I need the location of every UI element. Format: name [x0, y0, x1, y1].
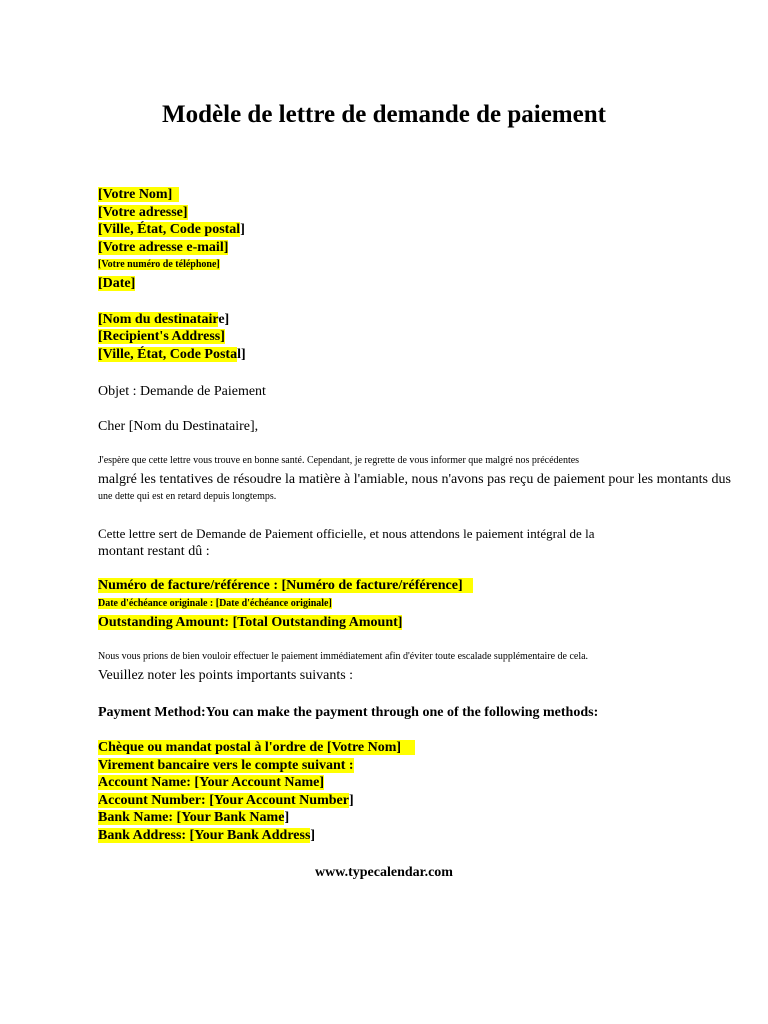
- invoice-due-date-text: Date d'échéance originale : [Date d'échéance originale]: [98, 598, 332, 609]
- letter-date: [98, 275, 135, 293]
- para1-line2: malgré les tentatives de résoudre la matière à l'amiable, nous n'avons pas reçu de paiement pour les montants dus: [98, 472, 731, 487]
- sender-address-text: [Votre adresse]: [98, 205, 188, 220]
- sender-city: [98, 221, 245, 239]
- sender-name: [98, 186, 179, 204]
- para2-line1: Cette lettre sert de Demande de Paiement officielle, et nous attendons le paiement intégral de la: [98, 526, 595, 541]
- para1-line1: J'espère que cette lettre vous trouve en bonne santé. Cependant, je regrette de vous informer que malgré nos précédentes: [98, 455, 580, 466]
- sender-name-text: [Votre Nom]: [98, 187, 173, 202]
- bank-address: [98, 827, 315, 845]
- invoice-number: [98, 577, 473, 595]
- document-title: Modèle de lettre de demande de paiement: [162, 101, 606, 128]
- letter-salutation: Cher [Nom du Destinataire],: [98, 419, 259, 434]
- outstanding-amount-text: Outstanding Amount: [Total Outstanding Amount]: [98, 615, 403, 630]
- account-number-text: Account Number: [Your Account Number: [98, 793, 349, 808]
- bank-address-text: Bank Address: [Your Bank Address: [98, 828, 311, 843]
- method-transfer: [98, 757, 354, 775]
- para2-line2: montant restant dû :: [98, 544, 210, 559]
- sender-email-text: [Votre adresse e-mail]: [98, 240, 229, 255]
- sender-name-pad: [172, 187, 179, 202]
- sender-city-close: ]: [240, 222, 245, 237]
- account-name-text: Account Name: [Your Account Name]: [98, 775, 325, 790]
- para1-line3: une dette qui est en retard depuis longtemps.: [98, 491, 277, 502]
- sender-phone-text: [Votre numéro de téléphone]: [98, 259, 220, 270]
- letter-date-text: [Date]: [98, 276, 136, 291]
- invoice-number-pad: [463, 578, 474, 593]
- method-cheque-text: Chèque ou mandat postal à l'ordre de [Votre Nom]: [98, 740, 402, 755]
- account-number-tail: ]: [348, 793, 354, 808]
- method-cheque-pad: [401, 740, 415, 755]
- method-cheque: [98, 739, 415, 757]
- sender-email: [98, 239, 228, 257]
- bank-name-tail: ]: [284, 810, 290, 825]
- letter-subject: Objet : Demande de Paiement: [98, 384, 266, 399]
- bank-address-tail: ]: [310, 828, 316, 843]
- sender-phone: [98, 258, 220, 271]
- payment-method-heading: Payment Method:You can make the payment through one of the following methods:: [98, 705, 599, 720]
- method-transfer-text: Virement bancaire vers le compte suivant :: [98, 758, 354, 773]
- bank-name: [98, 809, 289, 827]
- recipient-name-text: [Nom du destinatair: [98, 312, 219, 327]
- sender-city-text: [Ville, État, Code postal: [98, 222, 241, 237]
- sender-address: [98, 204, 188, 222]
- recipient-name-tail: e]: [218, 312, 230, 327]
- outstanding-amount: [98, 614, 402, 632]
- para3-line2: Veuillez noter les points importants suivants :: [98, 668, 354, 683]
- invoice-due-date: [98, 597, 332, 610]
- recipient-city: [98, 346, 246, 364]
- account-number: [98, 792, 354, 810]
- footer-website: www.typecalendar.com: [315, 865, 453, 880]
- recipient-city-tail: l]: [237, 347, 246, 362]
- account-name: [98, 774, 324, 792]
- recipient-name: [98, 311, 229, 329]
- recipient-address: [98, 328, 225, 346]
- invoice-number-text: Numéro de facture/référence : [Numéro de facture/référence]: [98, 578, 463, 593]
- bank-name-text: Bank Name: [Your Bank Name: [98, 810, 285, 825]
- para3-line1: Nous vous prions de bien vouloir effectuer le paiement immédiatement afin d'éviter toute escalade supplémentaire de cela.: [98, 651, 589, 662]
- recipient-address-text: [Recipient's Address]: [98, 329, 225, 344]
- recipient-city-text: [Ville, État, Code Posta: [98, 347, 238, 362]
